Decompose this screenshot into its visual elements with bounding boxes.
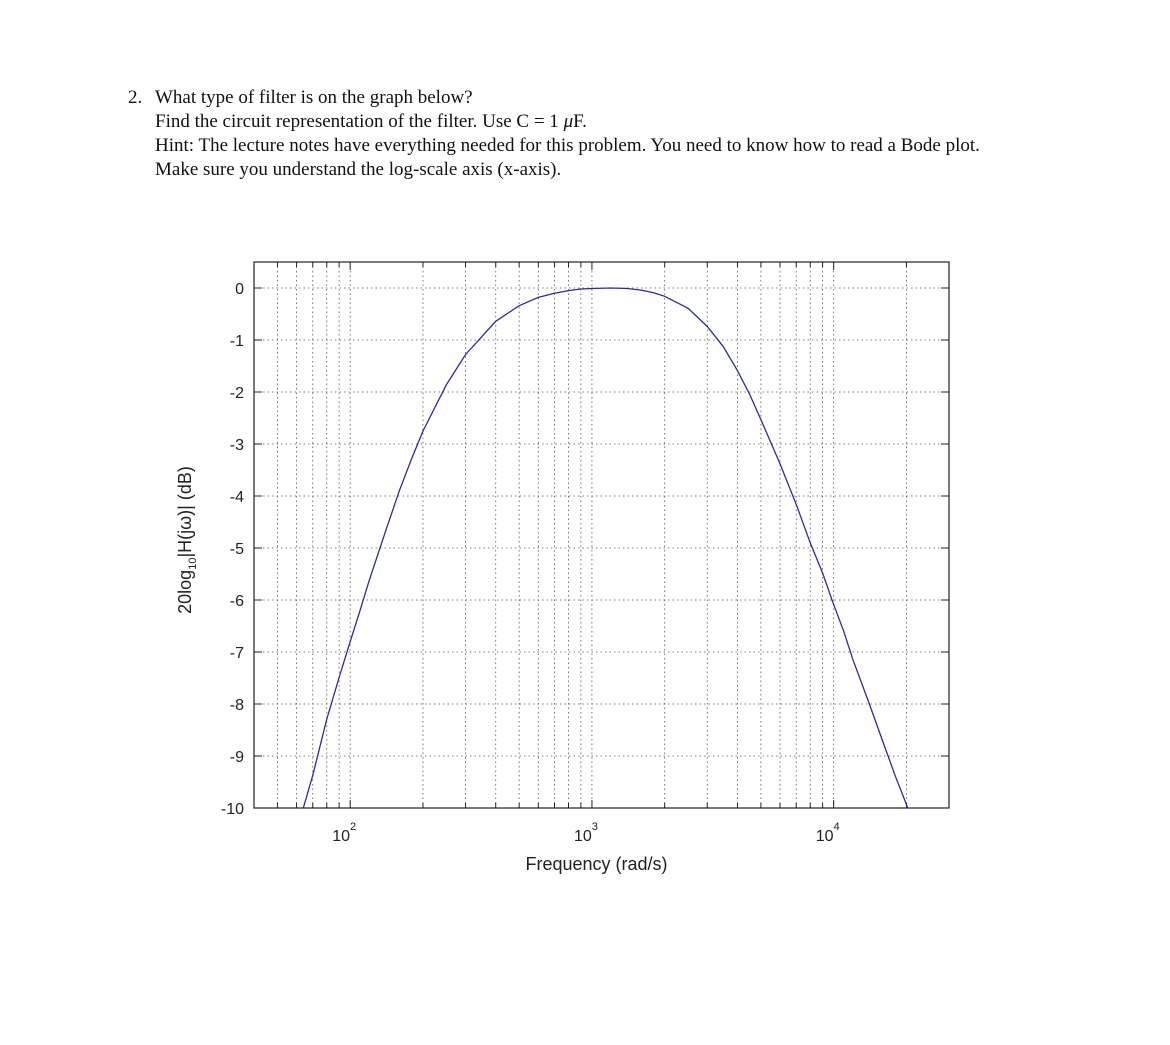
question-line-3: Hint: The lecture notes have everything needed for this problem. You need to know how to read a Bode plot. — [155, 135, 980, 156]
question-number: 2. — [128, 87, 143, 108]
y-tick-label: 0 — [235, 281, 244, 298]
y-tick-labels — [221, 281, 244, 818]
y-tick-label: -9 — [229, 749, 244, 766]
y-tick-label: -7 — [229, 645, 244, 662]
question-line-1: 2. What type of filter is on the graph below? — [128, 87, 473, 108]
question-line-4: Make sure you understand the log-scale axis (x-axis). — [155, 159, 562, 180]
x-tick-label: $10^2$ — [332, 821, 357, 845]
y-tick-label: -5 — [229, 541, 244, 558]
y-tick-label: -2 — [229, 385, 244, 402]
y-tick-label: -4 — [229, 489, 244, 506]
axis-ticks — [254, 262, 949, 808]
x-tick-labels — [332, 821, 839, 845]
plot-frame — [254, 262, 949, 808]
x-tick-label: $10^4$ — [815, 821, 840, 845]
grid-lines — [254, 262, 949, 808]
question-line-2: Find the circuit representation of the filter. Use C = 1 μF. — [155, 111, 587, 132]
y-tick-label: -10 — [220, 801, 244, 818]
y-tick-label: -3 — [229, 437, 244, 454]
y-axis-title: $20\log_{10}|H(j\omega)|$ (dB) — [175, 466, 199, 614]
y-tick-label: -6 — [229, 593, 244, 610]
x-axis-title: Frequency (rad/s) — [525, 854, 668, 874]
mu-symbol: μ — [563, 111, 574, 132]
y-tick-label: -8 — [229, 697, 244, 714]
y-tick-label: -1 — [229, 333, 244, 350]
x-tick-label: $10^3$ — [573, 821, 598, 845]
